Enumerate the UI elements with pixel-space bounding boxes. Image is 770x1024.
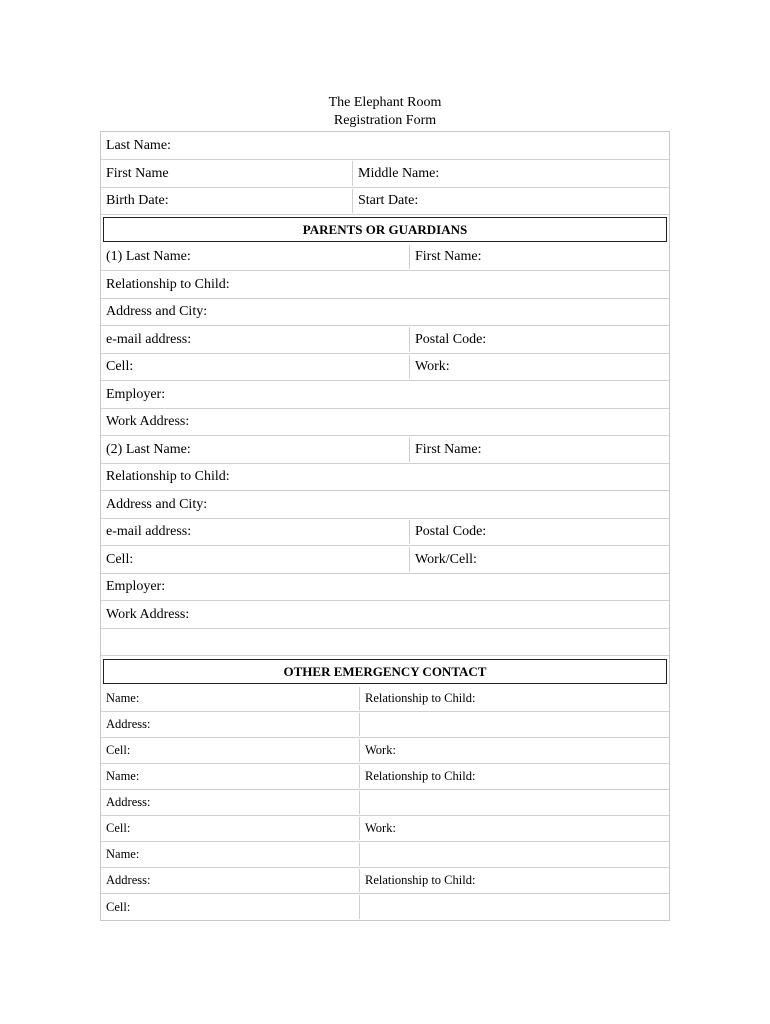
ec1-name-field[interactable]: Name: — [106, 691, 140, 705]
ec1-relationship-field[interactable]: Relationship to Child: — [365, 691, 476, 705]
p1-email-row — [101, 326, 669, 354]
ec1-phone-row — [101, 738, 669, 764]
ec2-blank-field[interactable] — [360, 790, 669, 815]
p1-relationship-field[interactable]: Relationship to Child: — [106, 276, 230, 292]
p2-employer-row — [101, 574, 669, 601]
ec3-name-field[interactable]: Name: — [106, 847, 140, 861]
p1-work-field[interactable]: Work: — [415, 359, 450, 374]
child-first-name-field[interactable]: First Name — [106, 165, 169, 181]
ec3-cell-field[interactable]: Cell: — [106, 899, 131, 914]
p2-work-field[interactable]: Work/Cell: — [415, 551, 477, 567]
p2-employer-field[interactable]: Employer: — [106, 579, 166, 594]
p1-work-address-field[interactable]: Work Address: — [106, 414, 190, 429]
ec1-address-row — [101, 712, 669, 738]
ec3-address-field[interactable]: Address: — [106, 873, 151, 887]
ec3-relationship-field[interactable]: Relationship to Child: — [365, 873, 476, 887]
p2-cell-field[interactable]: Cell: — [106, 551, 134, 567]
form-title: The Elephant Room — [328, 95, 442, 110]
ec3-name-row — [101, 842, 669, 868]
ec3-blank-field[interactable] — [360, 842, 669, 867]
child-middle-name-field[interactable]: Middle Name: — [358, 165, 440, 181]
ec1-blank-field[interactable] — [360, 712, 669, 737]
p2-work-address-row — [101, 601, 669, 629]
ec2-phone-row — [101, 816, 669, 842]
p1-postal-code-field[interactable]: Postal Code: — [415, 331, 487, 347]
p1-relationship-row — [101, 271, 669, 299]
blank-row — [101, 629, 669, 656]
ec2-relationship-field[interactable]: Relationship to Child: — [365, 769, 476, 783]
form-subtitle: Registration Form — [333, 113, 437, 128]
ec1-address-field[interactable]: Address: — [106, 717, 151, 731]
p2-last-name-field[interactable]: (2) Last Name: — [106, 441, 191, 457]
p2-email-field[interactable]: e-mail address: — [106, 524, 192, 539]
p1-employer-field[interactable]: Employer: — [106, 386, 166, 402]
ec2-cell-field[interactable]: Cell: — [106, 821, 131, 835]
child-last-name-row — [101, 132, 669, 160]
ec2-name-row — [101, 764, 669, 790]
p2-first-name-field[interactable]: First Name: — [415, 441, 482, 457]
p2-relationship-field[interactable]: Relationship to Child: — [106, 469, 230, 484]
child-last-name-field[interactable]: Last Name: — [106, 137, 171, 153]
emergency-section-header: OTHER EMERGENCY CONTACT — [103, 659, 667, 684]
p2-address-row — [101, 491, 669, 519]
ec3-address-row — [101, 868, 669, 894]
ec3-phone-row — [101, 894, 669, 920]
ec1-name-row — [101, 686, 669, 712]
p1-email-field[interactable]: e-mail address: — [106, 331, 192, 347]
p2-email-row — [101, 519, 669, 546]
p2-name-row — [101, 436, 669, 464]
p1-work-address-row — [101, 409, 669, 436]
p2-relationship-row — [101, 464, 669, 491]
ec2-name-field[interactable]: Name: — [106, 769, 140, 783]
child-birth-date-field[interactable]: Birth Date: — [106, 193, 169, 208]
p1-phone-row — [101, 354, 669, 381]
p1-cell-field[interactable]: Cell: — [106, 359, 134, 374]
p1-name-row — [101, 244, 669, 271]
ec1-work-field[interactable]: Work: — [365, 743, 396, 757]
p2-address-field[interactable]: Address and City: — [106, 496, 208, 512]
p2-work-address-field[interactable]: Work Address: — [106, 606, 190, 622]
parents-section-header: PARENTS OR GUARDIANS — [103, 217, 667, 242]
child-names-row — [101, 160, 669, 188]
ec2-work-field[interactable]: Work: — [365, 821, 396, 835]
p1-address-field[interactable]: Address and City: — [106, 304, 208, 319]
p1-last-name-field[interactable]: (1) Last Name: — [106, 249, 191, 264]
ec1-cell-field[interactable]: Cell: — [106, 743, 131, 757]
ec3-blank-field-2[interactable] — [360, 894, 669, 920]
p1-employer-row — [101, 381, 669, 409]
child-start-date-field[interactable]: Start Date: — [358, 193, 419, 208]
child-dates-row — [101, 188, 669, 215]
p2-phone-row — [101, 546, 669, 574]
ec2-address-field[interactable]: Address: — [106, 795, 151, 809]
ec2-address-row — [101, 790, 669, 816]
p1-first-name-field[interactable]: First Name: — [415, 249, 482, 264]
p1-address-row — [101, 299, 669, 326]
p2-postal-code-field[interactable]: Postal Code: — [415, 524, 487, 539]
